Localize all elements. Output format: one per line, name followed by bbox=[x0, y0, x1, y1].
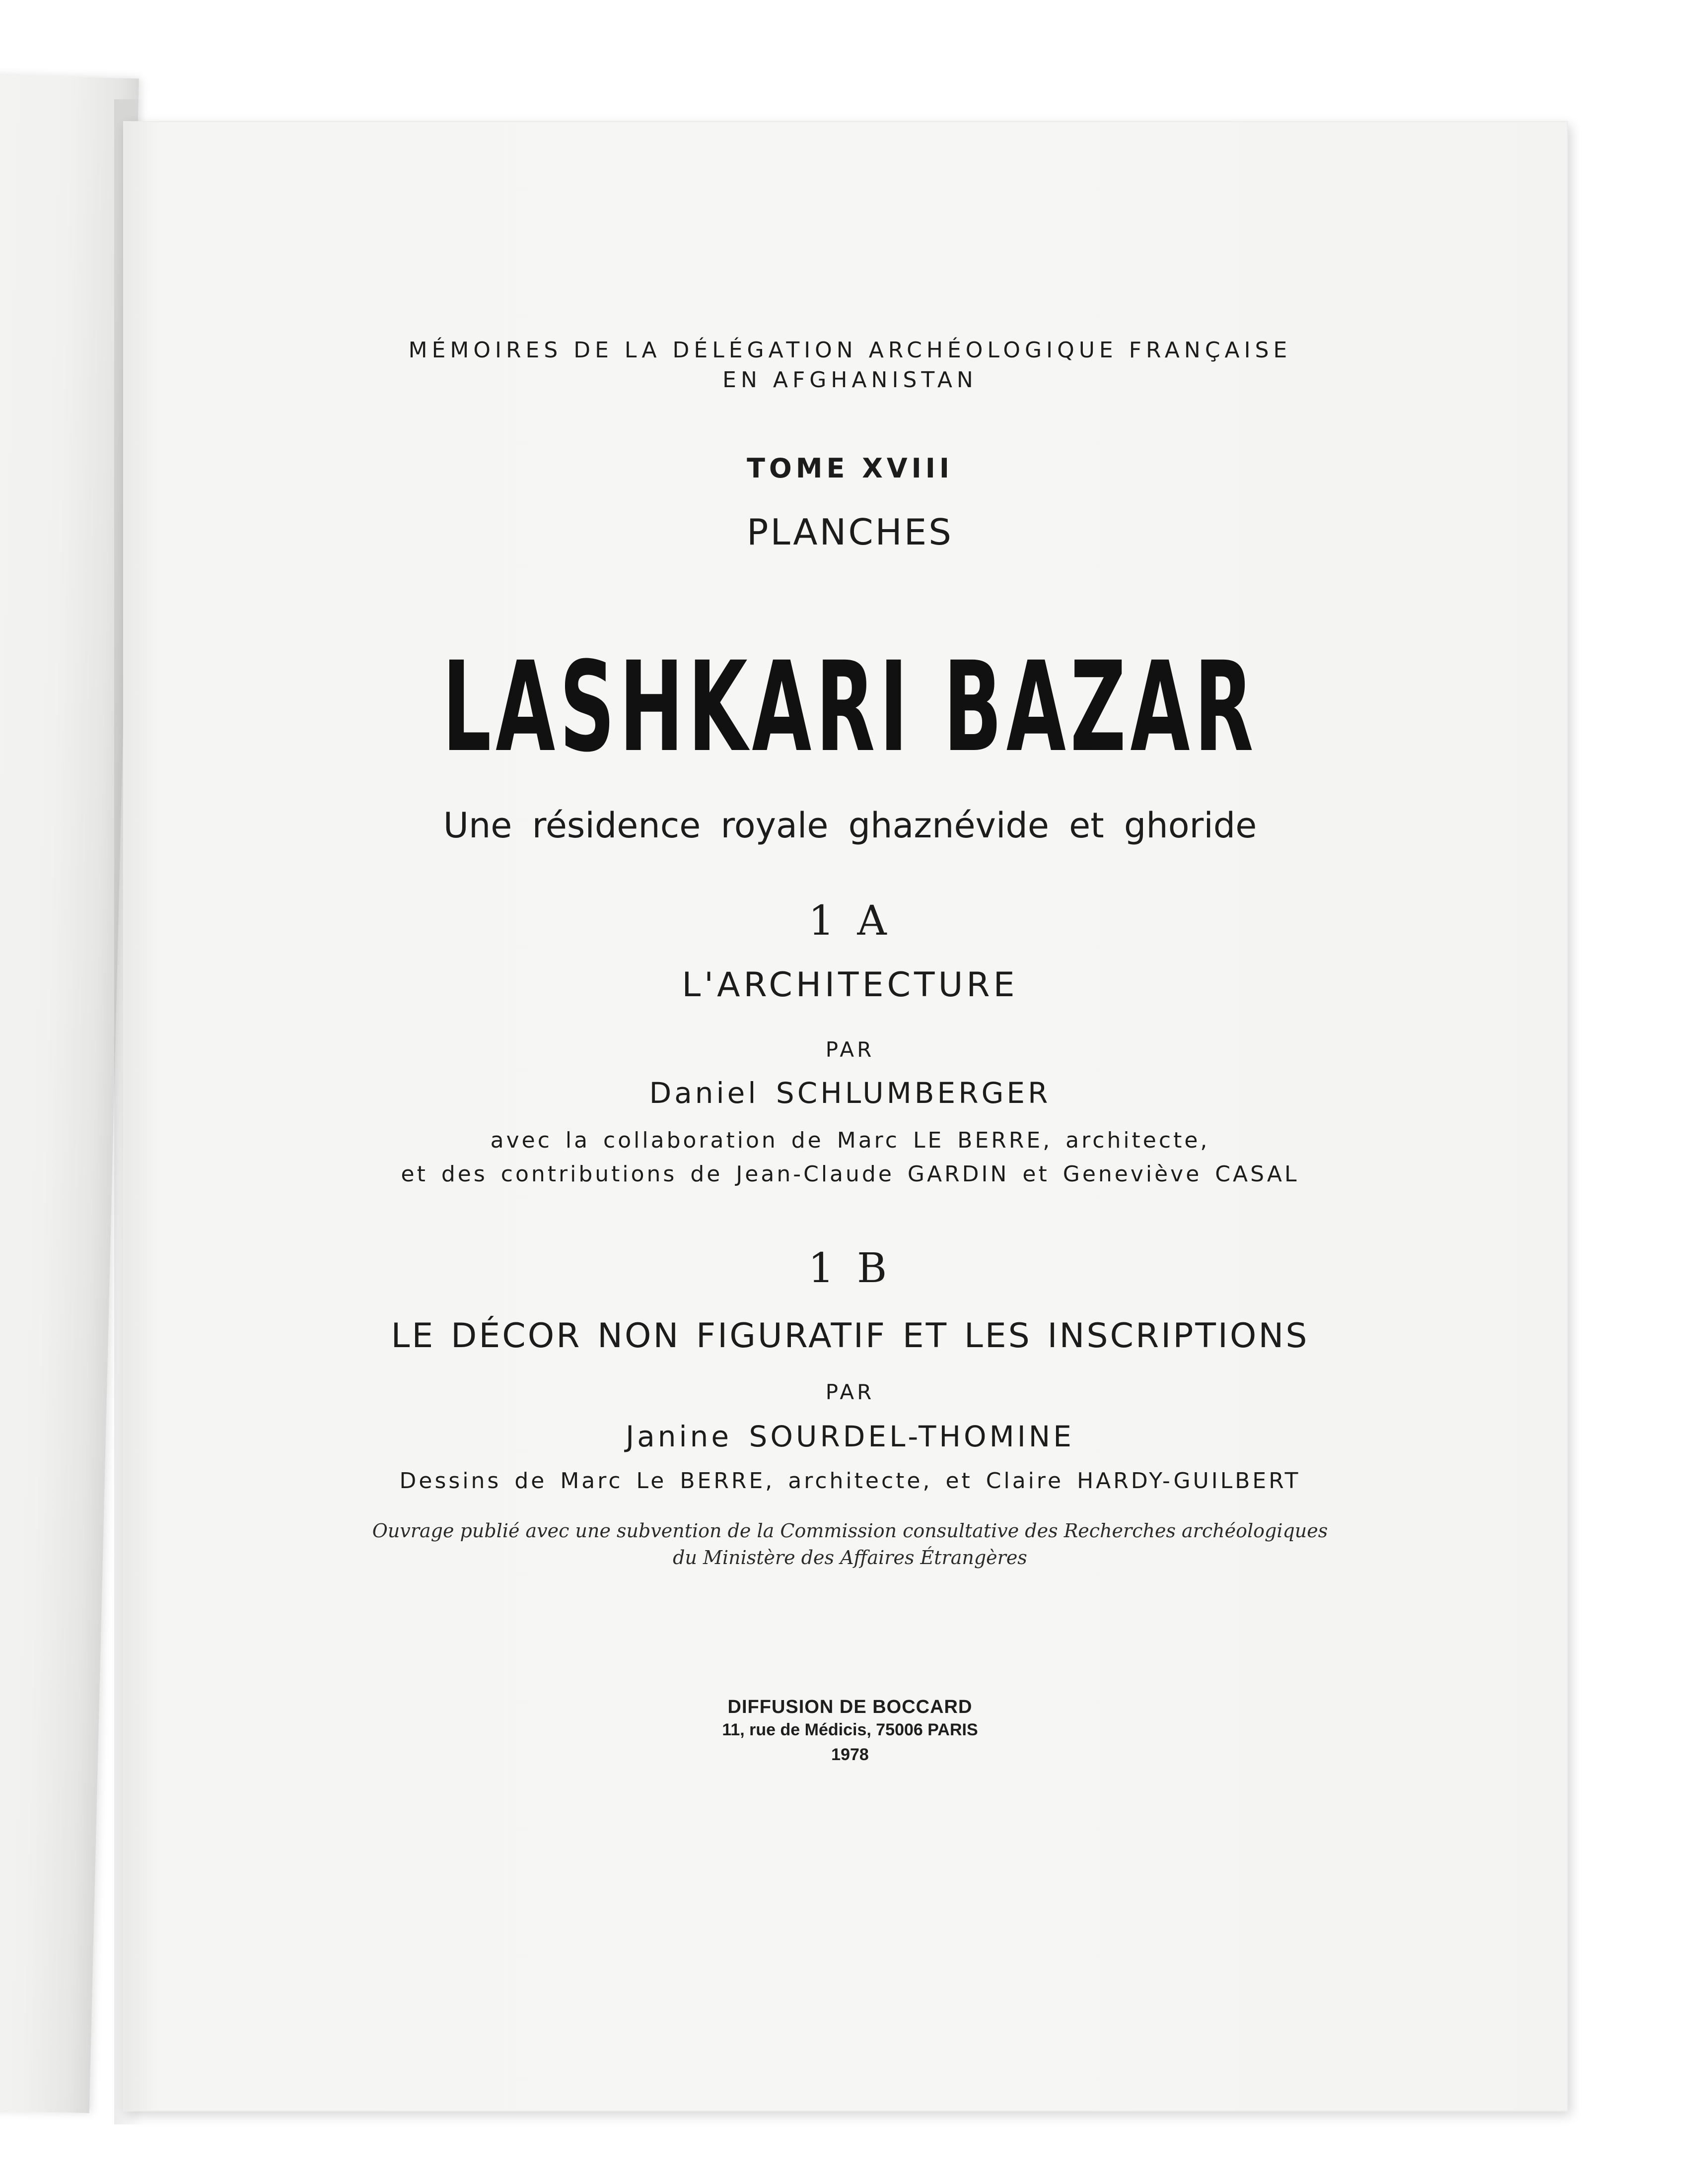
volume-1a-number: 1 A bbox=[808, 897, 892, 945]
title-page-sheet bbox=[123, 121, 1568, 2112]
volume-1b-par: PAR bbox=[825, 1380, 875, 1404]
planches-label: PLANCHES bbox=[747, 511, 953, 553]
publisher-address: 11, rue de Médicis, 75006 PARIS bbox=[722, 1720, 978, 1739]
subsidy-note-line1: Ouvrage publié avec une subvention de la Commission consultative des Recherches archéologiques bbox=[372, 1520, 1328, 1542]
volume-1a-title: L'ARCHITECTURE bbox=[682, 965, 1018, 1005]
subtitle: Une résidence royale ghaznévide et ghoride bbox=[443, 805, 1257, 846]
volume-1b-drawings-credit: Dessins de Marc Le BERRE, architecte, et Claire HARDY-GUILBERT bbox=[399, 1468, 1301, 1494]
publisher-name: DIFFUSION DE BOCCARD bbox=[727, 1697, 973, 1717]
tome-number: TOME XVIII bbox=[747, 453, 953, 484]
publication-year: 1978 bbox=[831, 1745, 869, 1764]
volume-1b-author: Janine SOURDEL-THOMINE bbox=[626, 1420, 1074, 1453]
main-title: LASHKARI BAZAR bbox=[442, 635, 1258, 779]
volume-1b-number: 1 B bbox=[808, 1245, 892, 1292]
series-title-line1: MÉMOIRES DE LA DÉLÉGATION ARCHÉOLOGIQUE FRANÇAISE bbox=[408, 338, 1292, 363]
subsidy-note-line2: du Ministère des Affaires Étrangères bbox=[673, 1547, 1027, 1569]
volume-1a-collaboration-line1: avec la collaboration de Marc LE BERRE, architecte, bbox=[490, 1128, 1210, 1153]
volume-1b-title: LE DÉCOR NON FIGURATIF ET LES INSCRIPTIONS bbox=[391, 1316, 1309, 1356]
series-title-line2: EN AFGHANISTAN bbox=[722, 367, 978, 393]
volume-1a-author: Daniel SCHLUMBERGER bbox=[649, 1076, 1051, 1110]
volume-1a-collaboration-line2: et des contributions de Jean-Claude GARDIN et Geneviève CASAL bbox=[401, 1161, 1299, 1187]
volume-1a-par: PAR bbox=[825, 1037, 875, 1062]
